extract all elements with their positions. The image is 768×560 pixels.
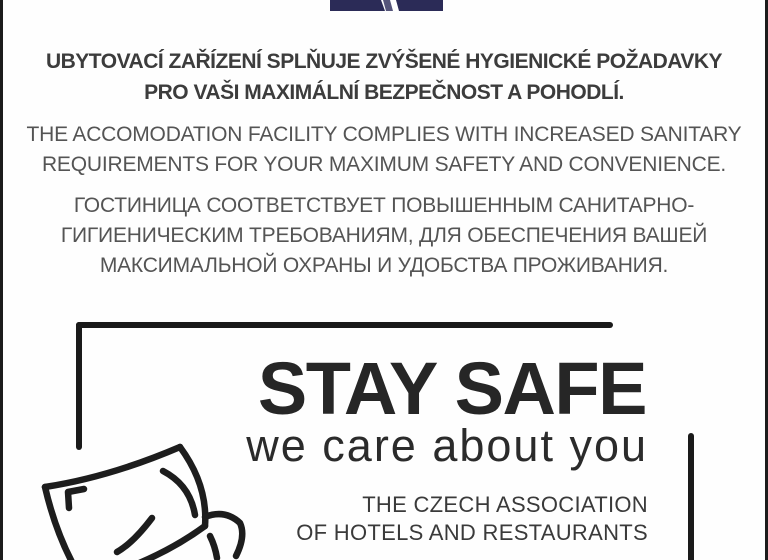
english-notice (0, 120, 768, 180)
organization-name (296, 491, 648, 547)
czech-notice (0, 46, 768, 108)
russian-notice-line-3: МАКСИМАЛЬНОЙ ОХРАНЫ И УДОБСТВА ПРОЖИВАНИЯ. (99, 254, 669, 277)
czech-notice-line-1: UBYTOVACÍ ZAŘÍZENÍ SPLŇUJE ZVÝŠENÉ HYGIENICKÉ POŽADAVKY (45, 50, 723, 73)
frame-top-line (76, 322, 613, 328)
czech-notice-line-2: PRO VAŠI MAXIMÁLNÍ BEZPEČNOST A POHODLÍ. (144, 81, 624, 104)
organization-name-line-1: THE CZECH ASSOCIATION (362, 492, 648, 517)
english-notice-line-2: REQUIREMENTS FOR YOUR MAXIMUM SAFETY AND CONVENIENCE. (41, 153, 727, 176)
campaign-title: STAY SAFE (257, 347, 646, 430)
russian-notice-line-2: ГИГИЕНИЧЕСКИМ ТРЕБОВАНИЯМ, ДЛЯ ОБЕСПЕЧЕНИЯ ВАШЕЙ (60, 224, 708, 247)
frame-right-line (688, 433, 694, 560)
russian-notice-line-1: ГОСТИНИЦА СООТВЕТСТВУЕТ ПОВЫШЕННЫМ САНИТАРНО- (73, 194, 695, 217)
russian-notice (0, 191, 768, 281)
organization-name-line-2: OF HOTELS AND RESTAURANTS (296, 520, 648, 545)
english-notice-line-1: THE ACCOMODATION FACILITY COMPLIES WITH INCREASED SANITARY (26, 123, 742, 146)
frame-left-line (76, 322, 82, 450)
campaign-subtitle: we care about you (246, 420, 648, 471)
pillow-line-drawing-icon (25, 440, 255, 560)
association-logo-bottom-fragment-icon (330, 0, 443, 11)
